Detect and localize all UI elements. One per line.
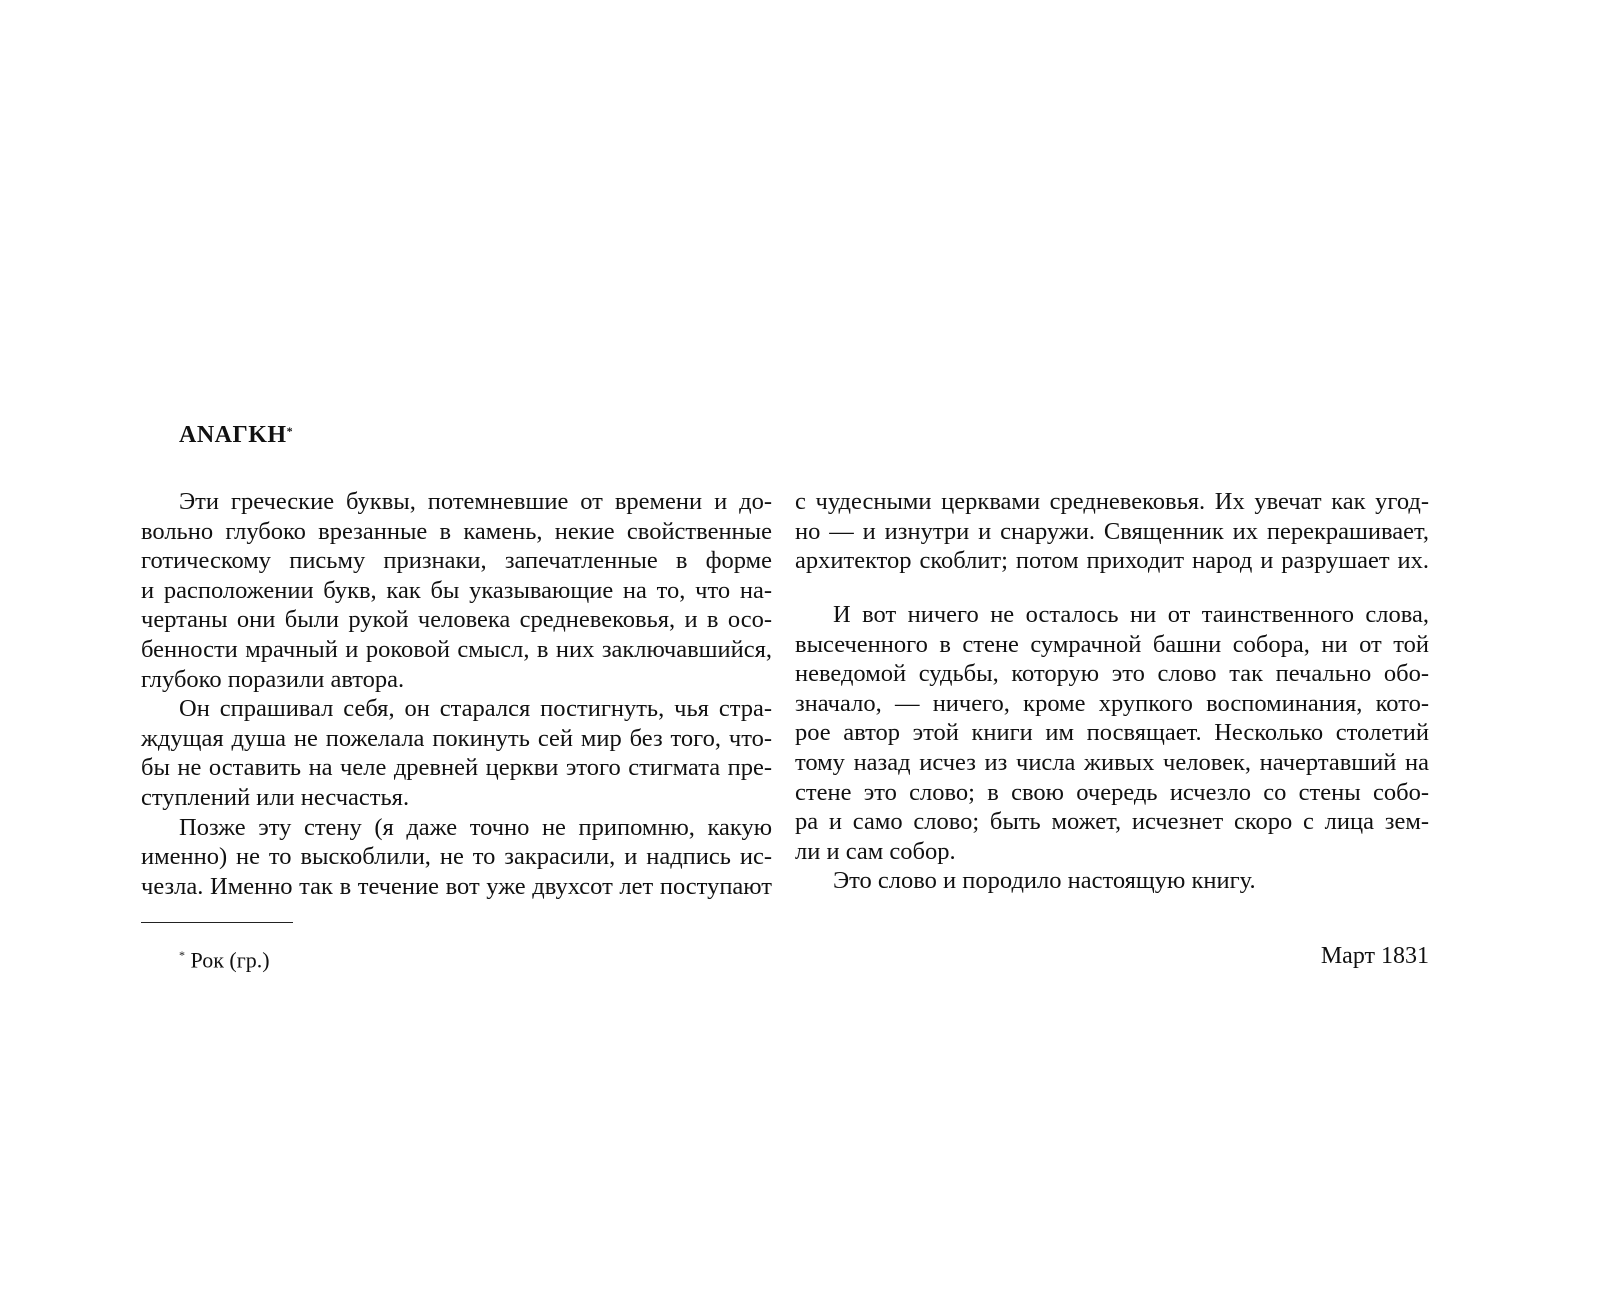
paragraph [141, 487, 772, 694]
text-line: чезла. Именно так в течение вот уже двухсот лет поступают [141, 872, 772, 900]
text-line: неведомой судьбы, которую это слово так печально обо- [795, 660, 1429, 688]
text-line: ра и само слово; быть может, исчезнет скоро с лица зем- [795, 808, 1429, 836]
text-line: стене это слово; в свою очередь исчезло со стены собо- [795, 778, 1429, 806]
text-line: именно) не то выскоблили, не то закрасили, и надпись ис- [141, 843, 772, 871]
text-line: Он спрашивал себя, он старался постигнуть, чья стра- [179, 695, 772, 723]
text-line: И вот ничего не осталось ни от таинственного слова, [833, 601, 1429, 628]
text-line: бенности мрачный и роковой смысл, в них заключавшийся, [141, 635, 772, 663]
text-line: чертаны они были рукой человека средневековья, и в осо- [141, 606, 772, 634]
text-line: значало, — ничего, кроме хрупкого воспоминания, кото- [795, 689, 1429, 717]
text-line: рое автор этой книги им посвящает. Несколько столетий [795, 719, 1429, 747]
left-body-text [141, 487, 772, 901]
text-line: готическому письму признаки, запечатленные в форме [141, 547, 772, 575]
text-line: высеченного в стене сумрачной башни собора, ни от той [795, 630, 1429, 658]
text-line: Это слово и породило настоящую книгу. [833, 867, 1256, 895]
chapter-title-text: ΑΝΑΓΚΗ [179, 422, 287, 448]
text-line: вольно глубоко врезанные в камень, некие свойственные [141, 517, 772, 545]
chapter-title [179, 420, 293, 450]
footnote-divider [141, 922, 293, 923]
footnote-marker: * [179, 948, 185, 962]
text-line: бы не оставить на челе древней церкви этого стигмата пре- [141, 754, 772, 782]
paragraph [141, 694, 772, 812]
text-line: Эти греческие буквы, потемневшие от времени и до- [179, 488, 772, 515]
paragraph [141, 813, 772, 902]
paragraph [795, 600, 1429, 896]
text-line: ли и сам собор. [795, 837, 956, 865]
text-line: Позже эту стену (я даже точно не припомню, какую [179, 813, 772, 841]
footnote-text: Рок (гр.) [185, 947, 270, 973]
text-line: с чудесными церквами средневековья. Их увечат как угод- [795, 488, 1429, 515]
footnote-marker: * [286, 424, 294, 438]
text-line: ждущая душа не пожелала покинуть сей мир без того, что- [141, 724, 772, 752]
date-signature: Март 1831 [1320, 943, 1429, 969]
footnote [179, 942, 270, 973]
text-line: но — и изнутри и снаружи. Священник их перекрашивает, [795, 517, 1429, 545]
text-line: глубоко поразили автора. [141, 665, 405, 693]
text-line: ступлений или несчастья. [141, 783, 410, 811]
text-line: тому назад исчез из числа живых человек, начертавший на [795, 748, 1429, 776]
text-line: и расположении букв, как бы указывающие на то, что на- [141, 576, 772, 604]
text-line: архитектор скоблит; потом приходит народ и разрушает их. [795, 547, 1429, 575]
paragraph [795, 487, 1429, 576]
